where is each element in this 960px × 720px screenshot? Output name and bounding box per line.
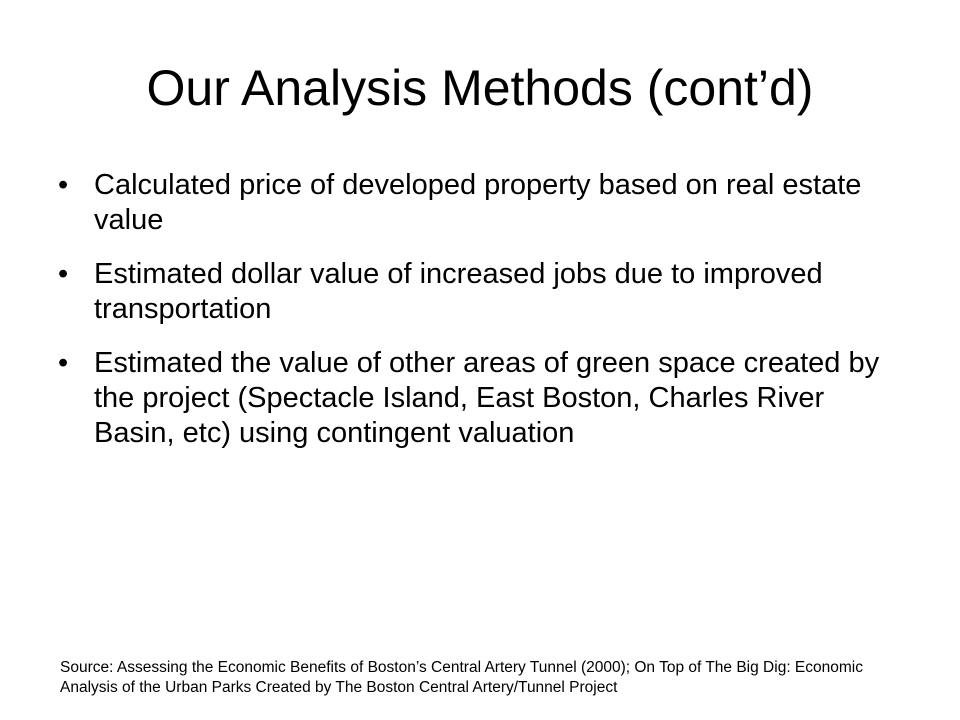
bullet-icon: •: [58, 347, 69, 379]
bullet-item: [58, 257, 908, 327]
source-citation: Source: Assessing the Economic Benefits of Boston’s Central Artery Tunnel (2000); On Top of The Big Dig: Economic Analysis of the Urban Parks Created by The Boston Central Artery/Tunnel Project: [60, 659, 863, 696]
bullet-item: [58, 346, 908, 451]
bullet-icon: •: [58, 169, 69, 201]
bullet-text: Estimated the value of other areas of green space created by the project (Spectacle Island, East Boston, Charles River Basin, etc) using contingent valuation: [94, 347, 880, 449]
bullet-icon: •: [58, 258, 69, 290]
bullet-item: [58, 168, 908, 238]
bullet-text: Calculated price of developed property based on real estate value: [94, 169, 862, 236]
bullet-text: Estimated dollar value of increased jobs due to improved transportation: [94, 258, 823, 325]
slide-title: Our Analysis Methods (cont’d): [146, 60, 814, 116]
bullet-list: [58, 168, 908, 470]
